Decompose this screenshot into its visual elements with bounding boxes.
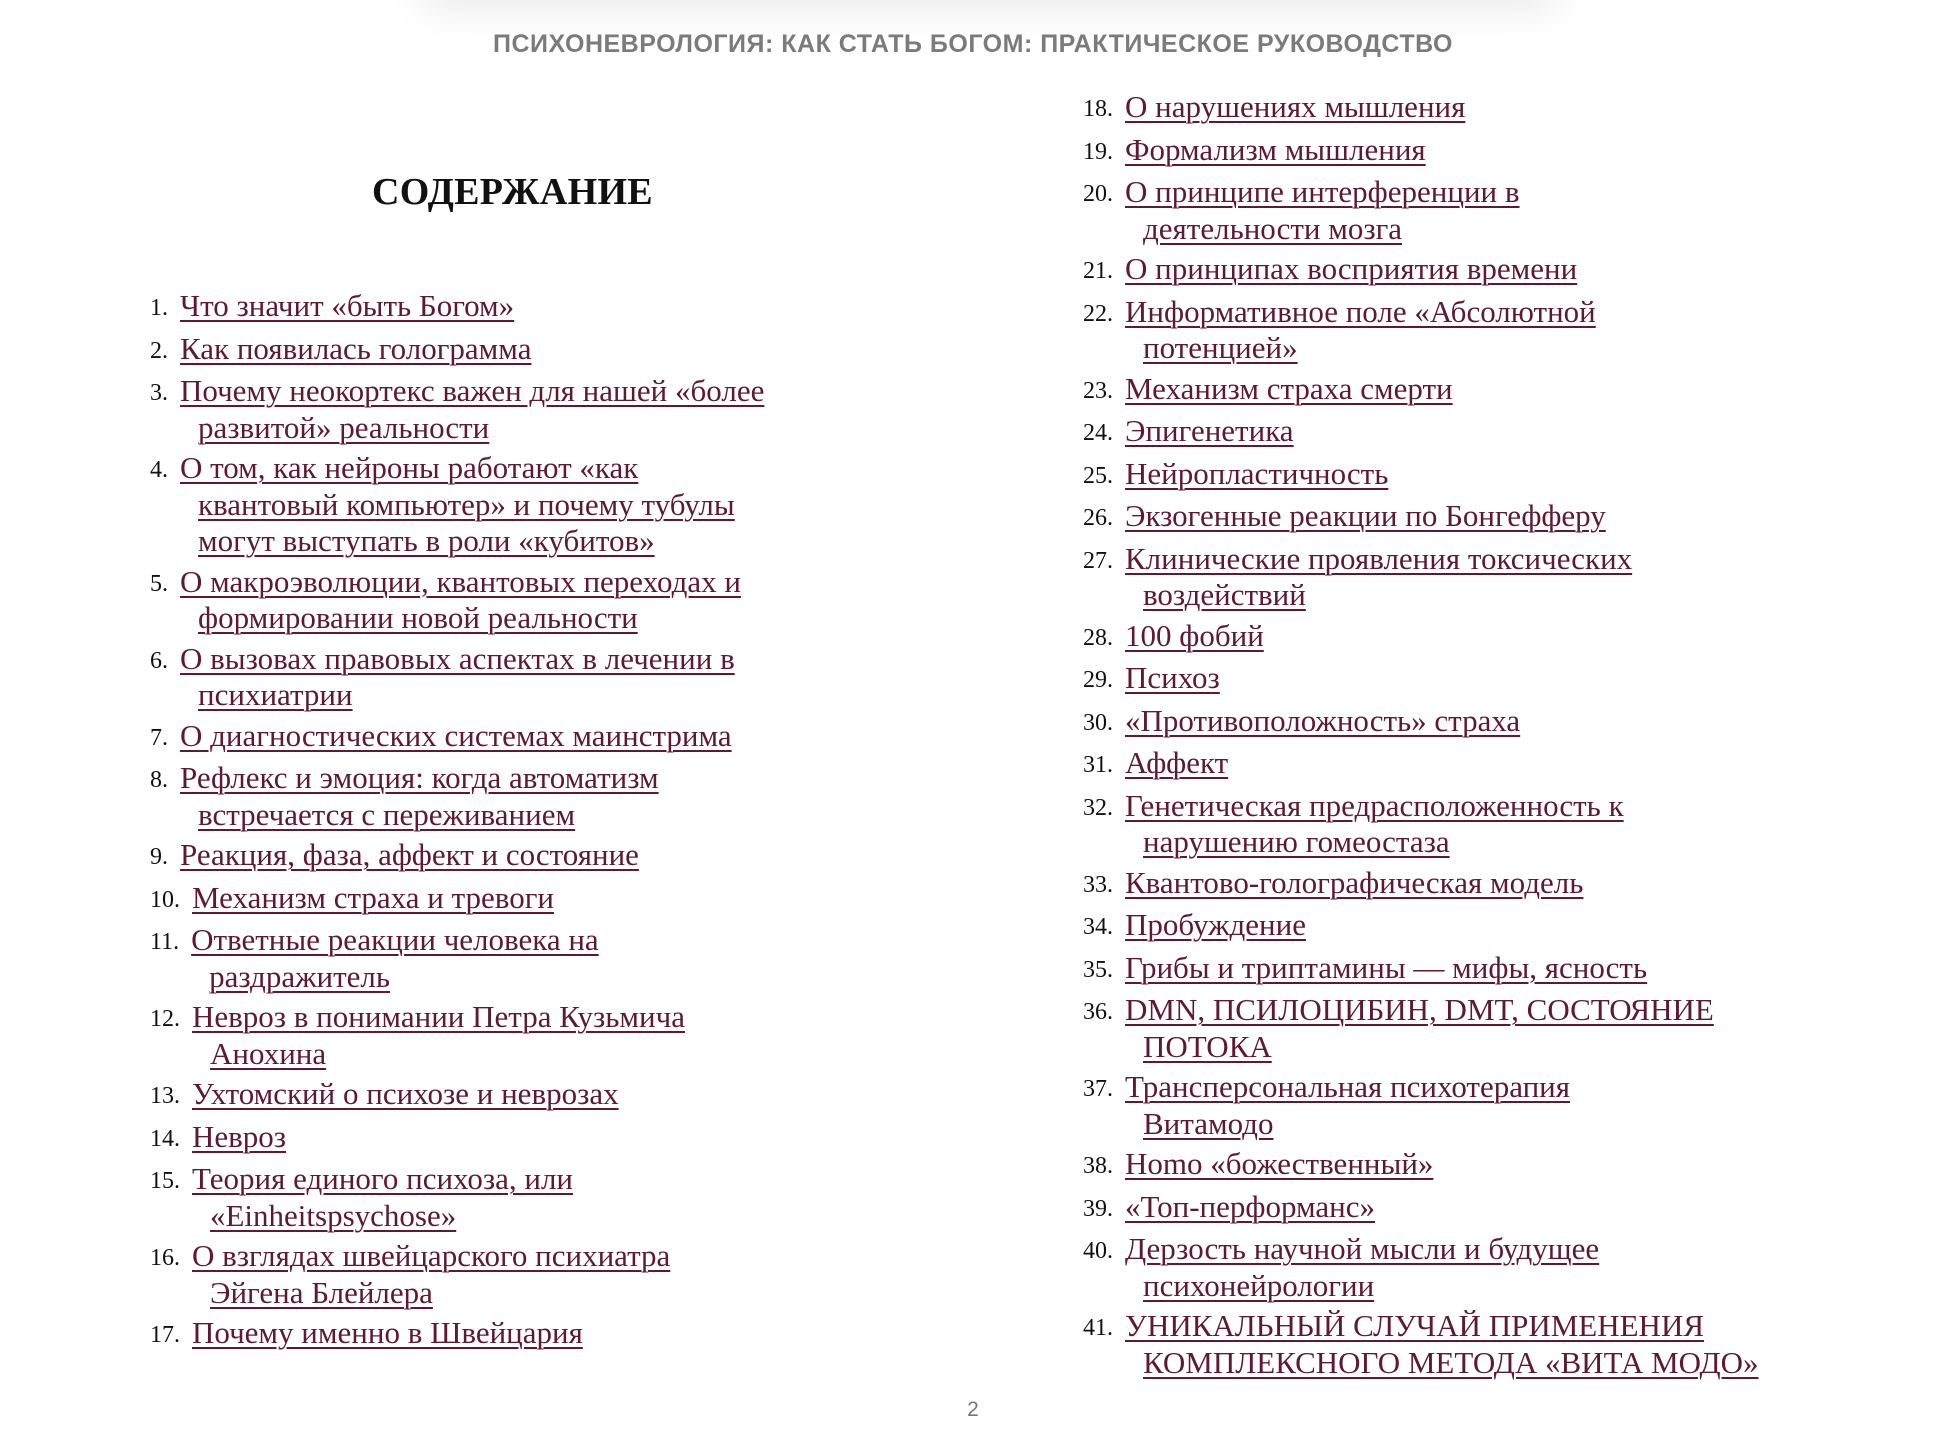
toc-item-number: 20. — [1083, 181, 1113, 207]
toc-item-title — [192, 999, 685, 1072]
toc-item — [150, 331, 910, 370]
toc-link[interactable]: квантовый компьютер» и почему тубулы — [198, 486, 735, 522]
toc-link[interactable]: О диагностических системах маинстрима — [180, 717, 732, 753]
toc-link[interactable]: УНИКАЛЬНЫЙ СЛУЧАЙ ПРИМЕНЕНИЯ — [1125, 1308, 1705, 1343]
toc-item-number: 2. — [150, 337, 168, 364]
toc-item — [150, 1315, 910, 1354]
toc-column-right — [1083, 89, 1843, 1385]
toc-link[interactable]: Реакция, фаза, аффект и состояние — [180, 837, 639, 872]
toc-item-title — [1125, 1231, 1599, 1304]
toc-item-number: 18. — [1083, 96, 1113, 122]
toc-item-title — [1125, 251, 1577, 288]
toc-item-number: 13. — [150, 1083, 180, 1109]
toc-item-number: 26. — [1083, 505, 1113, 531]
toc-item — [1083, 294, 1843, 367]
toc-item-title — [1125, 745, 1228, 782]
toc-item-number: 12. — [150, 1006, 180, 1032]
toc-link[interactable]: Витамодо — [1143, 1105, 1274, 1141]
toc-link[interactable]: О нарушениях мышления — [1125, 89, 1466, 124]
toc-item-number: 41. — [1083, 1315, 1113, 1341]
toc-item-title — [180, 288, 514, 325]
toc-link[interactable]: Экзогенные реакции по Бонгефферу — [1125, 498, 1606, 533]
toc-link[interactable]: Эйгена Блейлера — [210, 1274, 433, 1310]
toc-item-number: 7. — [150, 724, 168, 751]
toc-item-title — [192, 880, 554, 917]
toc-item — [1083, 992, 1843, 1065]
toc-item-title — [1125, 541, 1632, 614]
toc-link[interactable]: Пробуждение — [1125, 907, 1306, 942]
toc-item-number: 37. — [1083, 1076, 1113, 1102]
toc-item — [1083, 498, 1843, 537]
toc-link[interactable]: «Противоположность» страха — [1125, 702, 1521, 738]
toc-link[interactable]: О вызовах правовых аспектах в лечении в — [180, 640, 735, 676]
toc-link[interactable]: Психоз — [1125, 660, 1220, 695]
toc-item-number: 17. — [150, 1322, 180, 1348]
toc-link[interactable]: Рефлекс и эмоция: когда автоматизм — [180, 760, 659, 795]
toc-item — [1083, 251, 1843, 290]
toc-link[interactable]: О принципах восприятия времени — [1125, 251, 1578, 286]
toc-item — [1083, 745, 1843, 784]
toc-item-title — [1125, 89, 1465, 126]
toc-link[interactable]: Теория единого психоза, или — [192, 1161, 574, 1196]
toc-item — [1083, 660, 1843, 699]
toc-link[interactable]: КОМПЛЕКСНОГО МЕТОДА «ВИТА МОДО» — [1143, 1344, 1759, 1380]
toc-link[interactable]: Дерзость научной мысли и будущее — [1125, 1231, 1600, 1266]
toc-item — [1083, 1308, 1843, 1381]
toc-item — [150, 760, 910, 833]
toc-link[interactable]: Генетическая предрасположенность к — [1125, 787, 1624, 823]
toc-item-number: 27. — [1083, 547, 1113, 574]
toc-item-title — [1125, 132, 1426, 169]
toc-item-title — [192, 1119, 286, 1156]
toc-item-title — [1125, 865, 1583, 902]
toc-link[interactable]: Информативное поле «Абсолютной — [1125, 293, 1596, 329]
toc-item — [1083, 865, 1843, 904]
toc-item — [150, 641, 910, 714]
toc-item — [1083, 950, 1843, 989]
toc-item-title — [180, 760, 659, 833]
toc-item-number: 22. — [1083, 300, 1113, 327]
toc-item-title — [1125, 498, 1606, 535]
toc-item-number: 23. — [1083, 377, 1113, 404]
toc-item — [1083, 1231, 1843, 1304]
toc-item — [1083, 413, 1843, 452]
toc-link[interactable]: Грибы и триптамины — мифы, ясность — [1125, 949, 1648, 985]
toc-item-title — [1125, 618, 1264, 655]
toc-item-number: 1. — [150, 295, 168, 321]
toc-link[interactable]: воздействий — [1143, 577, 1306, 612]
toc-item-number: 38. — [1083, 1153, 1113, 1179]
toc-item-title — [1125, 371, 1453, 408]
toc-item-title — [1125, 413, 1294, 450]
toc-item — [1083, 89, 1843, 128]
toc-item-title — [180, 718, 732, 755]
toc-link[interactable]: Нейропластичность — [1125, 455, 1389, 491]
toc-item-number: 33. — [1083, 871, 1113, 898]
toc-item — [150, 999, 910, 1072]
toc-item-number: 28. — [1083, 624, 1113, 651]
toc-item-title — [1125, 1146, 1433, 1183]
toc-link[interactable]: деятельности мозга — [1143, 210, 1403, 246]
toc-item — [150, 564, 910, 637]
toc-link[interactable]: потенцией» — [1143, 330, 1298, 365]
toc-item — [150, 880, 910, 919]
toc-link[interactable]: Трансперсональная психотерапия — [1125, 1069, 1571, 1104]
toc-item — [150, 288, 910, 327]
toc-item-number: 16. — [150, 1245, 180, 1271]
toc-link[interactable]: психиатрии — [198, 677, 353, 712]
toc-item-title — [180, 837, 639, 874]
toc-link[interactable]: Механизм страха смерти — [1125, 370, 1453, 406]
toc-link[interactable]: раздражитель — [209, 958, 391, 994]
toc-link[interactable]: Как появилась голограмма — [180, 330, 532, 366]
toc-item-title — [192, 1238, 670, 1311]
toc-item — [150, 1161, 910, 1234]
toc-link[interactable]: Механизм страха и тревоги — [192, 879, 555, 915]
toc-link[interactable]: Эпигенетика — [1125, 413, 1294, 448]
toc-link[interactable]: 100 фобий — [1125, 617, 1264, 653]
toc-item-title — [192, 1076, 619, 1113]
toc-link[interactable]: нарушению гомеостаза — [1143, 824, 1450, 859]
toc-item-number: 40. — [1083, 1238, 1113, 1264]
toc-link[interactable]: Ответные реакции человека на — [191, 922, 599, 957]
toc-item-number: 34. — [1083, 914, 1113, 940]
toc-item-title — [1125, 660, 1220, 697]
toc-item-title — [1125, 703, 1520, 740]
toc-item-title — [1125, 1189, 1375, 1226]
toc-link[interactable]: «Топ-перформанс» — [1125, 1188, 1375, 1224]
toc-item-number: 14. — [150, 1125, 180, 1152]
toc-link[interactable]: Почему неокортекс важен для нашей «более — [180, 373, 765, 408]
toc-item-title — [180, 331, 531, 368]
toc-column-left — [150, 288, 910, 1358]
toc-item-title — [1125, 992, 1714, 1065]
toc-item-number: 19. — [1083, 138, 1113, 165]
toc-item — [1083, 1189, 1843, 1228]
toc-item-number: 25. — [1083, 462, 1113, 489]
toc-item-title — [1125, 907, 1306, 944]
toc-link[interactable]: О том, как нейроны работают «как — [180, 450, 639, 485]
toc-link[interactable]: Что значит «быть Богом» — [180, 288, 515, 323]
toc-item-title — [191, 922, 599, 995]
toc-item — [1083, 132, 1843, 171]
toc-item — [150, 1076, 910, 1115]
toc-item — [150, 922, 910, 995]
toc-item-number: 39. — [1083, 1195, 1113, 1222]
toc-item-title — [1125, 950, 1647, 987]
toc-item — [150, 1119, 910, 1158]
toc-item-title — [1125, 174, 1520, 247]
toc-item-number: 10. — [150, 886, 180, 913]
toc-item-number: 6. — [150, 647, 168, 674]
toc-item-number: 3. — [150, 380, 168, 406]
toc-item — [1083, 907, 1843, 946]
toc-item-number: 31. — [1083, 752, 1113, 778]
toc-link[interactable]: Квантово-голографическая модель — [1125, 864, 1584, 900]
toc-item-title — [192, 1315, 583, 1352]
toc-item-title — [1125, 456, 1388, 493]
toc-item — [150, 837, 910, 876]
toc-link[interactable]: Формализм мышления — [1125, 131, 1426, 167]
toc-item-title — [192, 1161, 573, 1234]
toc-link[interactable]: Почему именно в Швейцария — [192, 1315, 583, 1350]
toc-item-title — [180, 564, 741, 637]
toc-item — [1083, 456, 1843, 495]
toc-link[interactable]: психонейрологии — [1143, 1267, 1375, 1303]
toc-item-number: 9. — [150, 844, 168, 870]
toc-link[interactable]: «Einheitspsychose» — [210, 1197, 457, 1233]
toc-link[interactable]: DMN, ПСИЛОЦИБИН, DMT, СОСТОЯНИЕ — [1125, 992, 1714, 1027]
toc-link[interactable]: О макроэволюции, квантовых переходах и — [180, 563, 741, 599]
toc-link[interactable]: Анохина — [210, 1035, 327, 1071]
toc-item-number: 29. — [1083, 667, 1113, 693]
toc-item-title — [180, 641, 735, 714]
toc-item — [1083, 703, 1843, 742]
page-number: 2 — [967, 1398, 979, 1421]
toc-item — [150, 718, 910, 757]
toc-item — [1083, 1146, 1843, 1185]
toc-item — [1083, 541, 1843, 614]
toc-item-number: 4. — [150, 457, 168, 483]
toc-item-number: 35. — [1083, 956, 1113, 983]
toc-link[interactable]: формировании новой реальности — [198, 600, 638, 635]
toc-title: СОДЕРЖАНИЕ — [372, 171, 653, 213]
toc-item-number: 21. — [1083, 258, 1113, 284]
toc-item-title — [180, 450, 735, 560]
toc-link[interactable]: О принципе интерференции в — [1125, 174, 1520, 209]
toc-item — [150, 373, 910, 446]
toc-item-number: 5. — [150, 570, 168, 597]
toc-item — [150, 450, 910, 560]
toc-link[interactable]: Клинические проявления токсических — [1125, 540, 1633, 576]
running-head: ПСИХОНЕВРОЛОГИЯ: КАК СТАТЬ БОГОМ: ПРАКТИЧЕСКОЕ РУКОВОДСТВО — [492, 30, 1453, 58]
toc-item — [1083, 371, 1843, 410]
toc-item-title — [1125, 788, 1624, 861]
toc-link[interactable]: Невроз в понимании Петра Кузьмича — [192, 999, 685, 1034]
toc-item — [1083, 174, 1843, 247]
toc-item-number: 15. — [150, 1168, 180, 1194]
toc-link[interactable]: могут выступать в роли «кубитов» — [198, 523, 655, 558]
toc-item-number: 36. — [1083, 999, 1113, 1025]
toc-item-number: 8. — [150, 767, 168, 793]
toc-link[interactable]: Аффект — [1125, 745, 1229, 780]
toc-link[interactable]: развитой» реальности — [198, 409, 490, 445]
toc-link[interactable]: Ухтомский о психозе и неврозах — [192, 1076, 619, 1111]
toc-link[interactable]: Homo «божественный» — [1125, 1146, 1434, 1181]
toc-item-title — [1125, 1308, 1759, 1381]
toc-item-number: 30. — [1083, 709, 1113, 736]
toc-item-number: 32. — [1083, 794, 1113, 821]
toc-link[interactable]: ПОТОКА — [1143, 1028, 1272, 1064]
toc-item — [1083, 1069, 1843, 1142]
toc-item-title — [1125, 294, 1596, 367]
toc-link[interactable]: Невроз — [192, 1118, 287, 1154]
toc-item-title — [1125, 1069, 1570, 1142]
toc-item-number: 24. — [1083, 420, 1113, 446]
toc-item — [1083, 618, 1843, 657]
toc-link[interactable]: О взглядах швейцарского психиатра — [192, 1238, 671, 1273]
toc-item — [1083, 788, 1843, 861]
toc-item-title — [180, 373, 764, 446]
toc-item — [150, 1238, 910, 1311]
toc-link[interactable]: встречается с переживанием — [198, 796, 576, 832]
toc-item-number: 11. — [150, 929, 180, 955]
